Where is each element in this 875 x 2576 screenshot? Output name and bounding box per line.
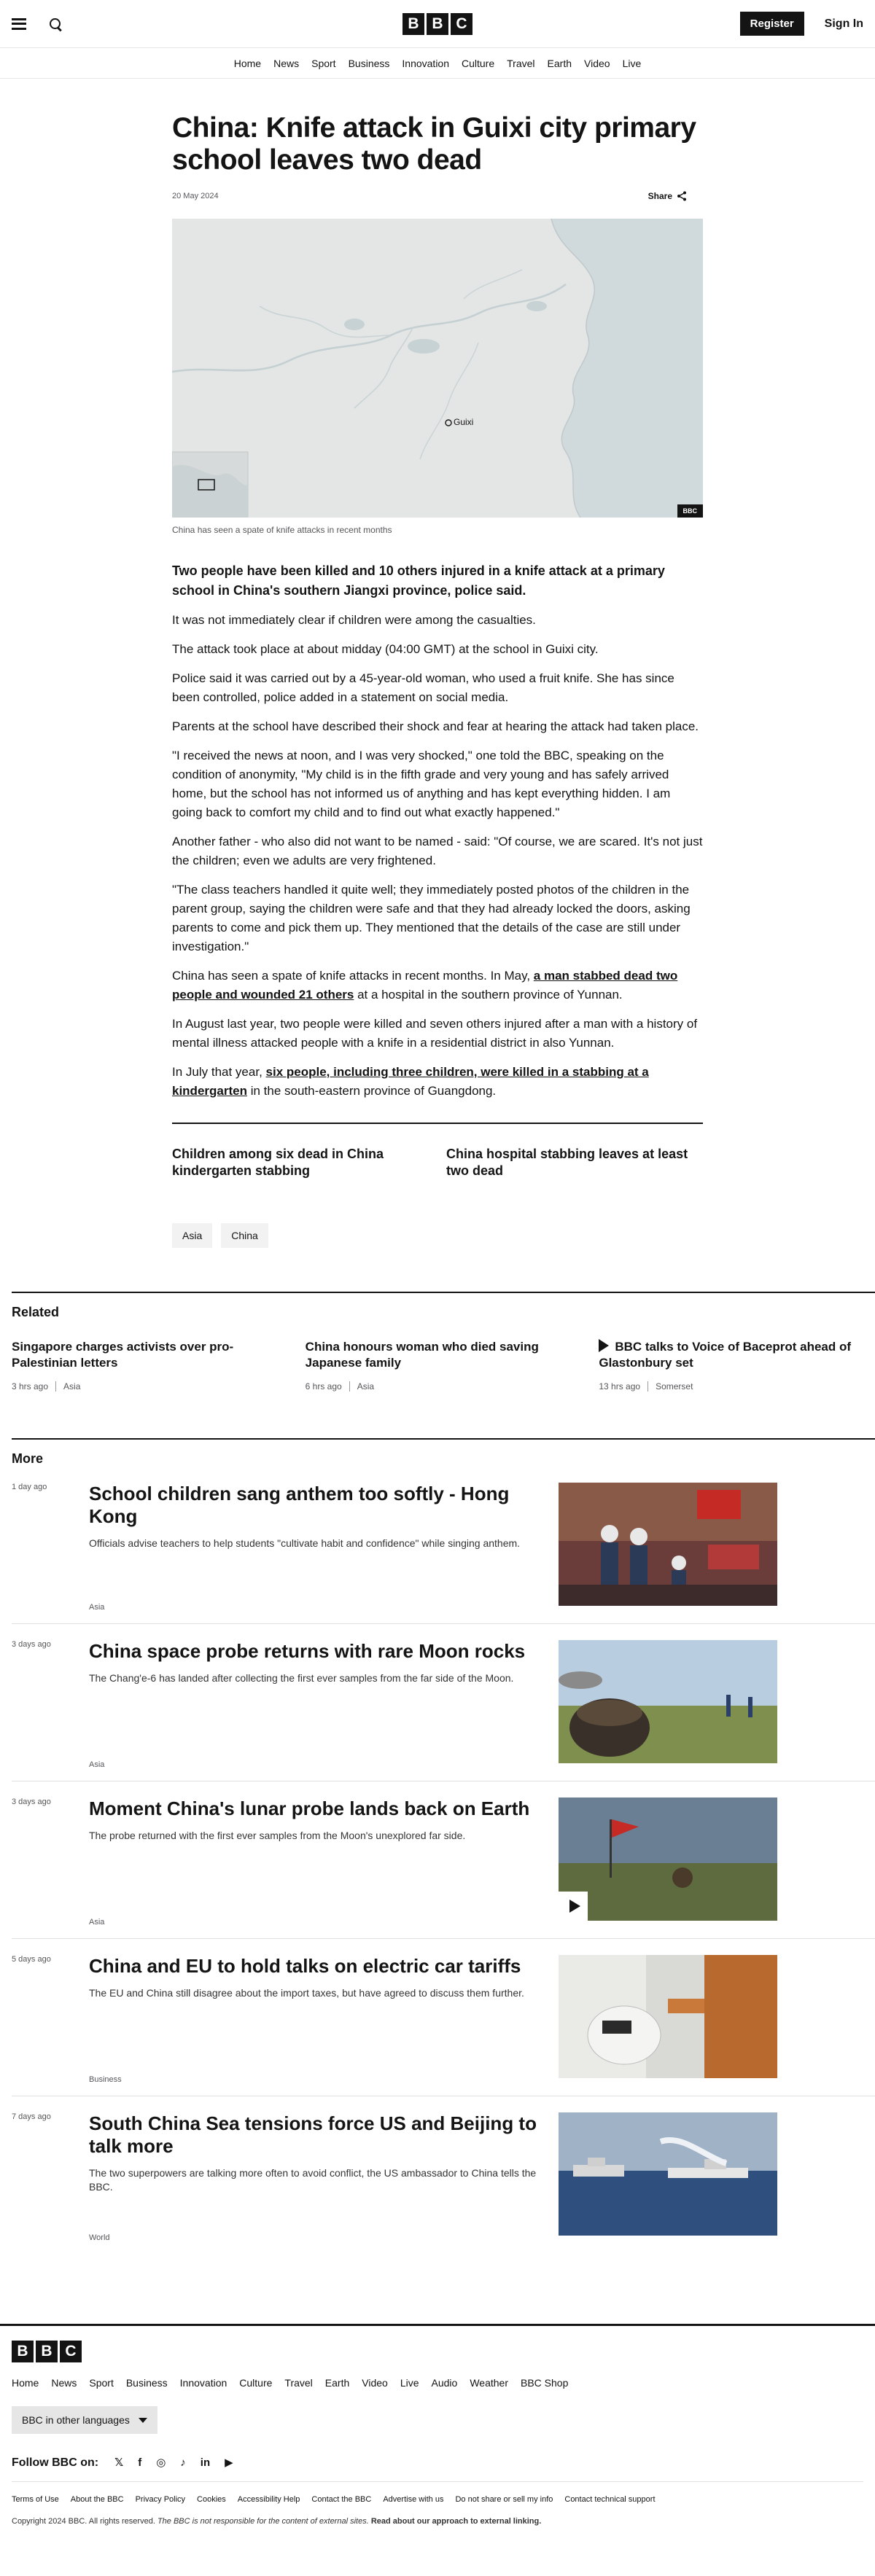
linkedin-icon[interactable]: in [200, 2456, 211, 2469]
legal-link[interactable]: Advertise with us [383, 2495, 444, 2504]
paragraph-text: China has seen a spate of knife attacks in recent months. In May, [172, 969, 534, 983]
logo-letter: B [12, 2341, 34, 2362]
share-button[interactable] [648, 191, 687, 201]
map-image [172, 219, 703, 518]
nav-item-live[interactable]: Live [622, 57, 642, 69]
thumbnail-image [559, 1955, 777, 2078]
follow-label: Follow BBC on: [12, 2456, 99, 2469]
footer [0, 2324, 875, 2526]
tiktok-icon[interactable]: ♪ [180, 2456, 186, 2469]
footer-nav-item[interactable]: Weather [470, 2377, 508, 2389]
other-languages-button[interactable] [12, 2406, 158, 2434]
article-paragraph: "I received the news at noon, and I was very shocked," one told the BBC, speaking on the condition of anonymity, "My child is in the fifth grade and very young and has safely arrived home, but the school has not informed us of anything and has kept everything hidden. I am going back to comfort my child and to find out what exactly happened." [172, 749, 671, 819]
more-tag: Asia [89, 1760, 105, 1769]
article-paragraph: The attack took place at about midday (04:00 GMT) at the school in Guixi city. [172, 642, 599, 656]
related-time: 13 hrs ago [599, 1381, 641, 1392]
more-title: School children sang anthem too softly - Hong Kong [89, 1483, 510, 1527]
more-desc: Officials advise teachers to help students "cultivate habit and confidence" while singing anthem. [89, 1537, 521, 1549]
menu-icon[interactable] [12, 18, 26, 30]
map-figure [172, 219, 703, 518]
article-lead: Two people have been killed and 10 others injured in a knife attack at a primary school in China's southern Jiangxi province, police said. [172, 563, 665, 598]
more-item[interactable] [12, 1467, 875, 1624]
nav-item-earth[interactable]: Earth [547, 57, 572, 69]
more-time: 1 day ago [12, 1483, 47, 1491]
more-item[interactable] [12, 1781, 875, 1939]
related-tag: Asia [63, 1381, 81, 1392]
nav-item-business[interactable]: Business [348, 57, 390, 69]
more-title: China and EU to hold talks on electric car tariffs [89, 1955, 521, 1977]
more-tag: Business [89, 2075, 122, 2084]
nav-item-sport[interactable]: Sport [311, 57, 336, 69]
more-desc: The EU and China still disagree about the import taxes, but have agreed to discuss them further. [89, 1987, 524, 1999]
related-time: 3 hrs ago [12, 1381, 49, 1392]
related-title: Singapore charges activists over pro-Palestinian letters [12, 1340, 234, 1370]
more-desc: The two superpowers are talking more often to avoid conflict, the US ambassador to China tells the BBC. [89, 2167, 537, 2193]
legal-link[interactable]: Do not share or sell my info [455, 2495, 553, 2504]
register-button[interactable]: Register [740, 12, 804, 36]
more-heading: More [12, 1438, 875, 1467]
logo-letter: C [60, 2341, 82, 2362]
external-linking-link[interactable]: Read about our approach to external linking. [370, 2517, 542, 2526]
article-paragraph: Another father - who also did not want to be named - said: "Of course, we are scared. It's not just the children; even we adults are very frightened. [172, 835, 703, 867]
article-date: 20 May 2024 [172, 192, 219, 200]
thumbnail-image [559, 1640, 777, 1763]
related-title: China honours woman who died saving Japanese family [305, 1340, 539, 1370]
logo-letter: B [36, 2341, 58, 2362]
more-time: 3 days ago [12, 1798, 51, 1806]
more-tag: Asia [89, 1603, 105, 1612]
legal-link[interactable]: Contact the BBC [311, 2495, 372, 2504]
share-label: Share [648, 191, 672, 201]
copyright-disclaimer: The BBC is not responsible for the content of external sites. [157, 2517, 369, 2526]
follow-row [12, 2456, 863, 2482]
related-link-hospital[interactable]: China hospital stabbing leaves at least two dead [446, 1147, 688, 1178]
play-icon [599, 1339, 609, 1352]
nav-item-news[interactable]: News [273, 57, 300, 69]
paragraph-text: In July that year, [172, 1065, 266, 1079]
more-time: 7 days ago [12, 2112, 51, 2121]
nav-item-home[interactable]: Home [233, 57, 262, 69]
more-item[interactable] [12, 1624, 875, 1781]
related-tag: Somerset [656, 1381, 693, 1392]
thumbnail-image [559, 1483, 777, 1606]
nav-item-travel[interactable]: Travel [507, 57, 535, 69]
inline-link-hospital-stabbing[interactable]: a man stabbed dead two people and wounded 21 others [172, 969, 678, 1002]
more-item[interactable] [12, 1939, 875, 2096]
footer-nav-item[interactable]: BBC Shop [521, 2377, 569, 2389]
facebook-icon[interactable]: f [138, 2456, 142, 2469]
inline-link-kindergarten-stabbing[interactable]: six people, including three children, were killed in a stabbing at a kindergarten [172, 1065, 649, 1098]
footer-nav-item[interactable]: Sport [89, 2377, 114, 2389]
logo-letter: B [427, 13, 448, 35]
signin-link[interactable]: Sign In [824, 17, 863, 30]
footer-nav-item[interactable]: Home [12, 2377, 39, 2389]
legal-link[interactable]: Accessibility Help [237, 2495, 300, 2504]
legal-links [12, 2495, 863, 2504]
article-paragraph [172, 967, 703, 1004]
more-desc: The Chang'e-6 has landed after collecting the first ever samples from the far side of the Moon. [89, 1672, 514, 1684]
play-icon[interactable] [559, 1892, 588, 1921]
more-section [12, 1438, 875, 2254]
legal-link[interactable]: About the BBC [70, 2495, 124, 2504]
legal-link[interactable]: Terms of Use [12, 2495, 59, 2504]
map-badge: BBC [677, 504, 704, 518]
footer-nav [12, 2377, 863, 2389]
more-tag: Asia [89, 1918, 105, 1927]
paragraph-text: in the south-eastern province of Guangdong. [246, 1084, 497, 1098]
article-paragraph: In August last year, two people were killed and seven others injured after a man with a history of mental illness attacked people with a knife in a residential district in also Yunnan. [172, 1017, 698, 1050]
related-card[interactable] [306, 1339, 582, 1392]
other-languages-label: BBC in other languages [22, 2414, 130, 2426]
topic-tags [172, 1223, 703, 1248]
nav-item-culture[interactable]: Culture [462, 57, 495, 69]
copyright [12, 2517, 863, 2526]
more-title: Moment China's lunar probe lands back on Earth [89, 1798, 530, 1819]
map-caption: China has seen a spate of knife attacks in recent months [172, 525, 392, 535]
footer-nav-item[interactable]: Business [125, 2377, 168, 2389]
map-city-label: Guixi [454, 417, 474, 427]
footer-nav-item[interactable]: News [51, 2377, 77, 2389]
footer-nav-item[interactable]: Earth [324, 2377, 350, 2389]
related-tag: Asia [357, 1381, 375, 1392]
paragraph-text: at a hospital in the southern province of Yunnan. [354, 988, 623, 1002]
related-link-kindergarten[interactable]: Children among six dead in China kindergarten stabbing [172, 1147, 384, 1178]
share-icon [677, 191, 687, 201]
more-time: 5 days ago [12, 1955, 51, 1964]
logo-letter: B [402, 13, 424, 35]
inline-related-links [172, 1123, 703, 1179]
footer-nav-item[interactable]: Culture [239, 2377, 273, 2389]
legal-link[interactable]: Privacy Policy [135, 2495, 186, 2504]
top-bar [0, 0, 875, 48]
footer-nav-item[interactable]: Travel [284, 2377, 313, 2389]
thumbnail-image [559, 2112, 777, 2236]
footer-nav-item[interactable]: Video [362, 2377, 388, 2389]
copyright-text: Copyright 2024 BBC. All rights reserved. [12, 2517, 155, 2526]
article-paragraph [172, 1063, 703, 1101]
more-time: 3 days ago [12, 1640, 51, 1649]
related-card[interactable] [599, 1339, 875, 1392]
footer-nav-item[interactable]: Audio [431, 2377, 458, 2389]
related-card[interactable] [12, 1339, 288, 1392]
logo-letter: C [451, 13, 472, 35]
related-heading: Related [12, 1292, 875, 1320]
youtube-icon[interactable]: ▶ [225, 2456, 233, 2469]
tag-china[interactable]: China [221, 1223, 268, 1248]
caret-down-icon [139, 2418, 147, 2423]
more-title: South China Sea tensions force US and Beijing to talk more [89, 2112, 537, 2157]
more-desc: The probe returned with the first ever samples from the Moon's unexplored far side. [89, 1830, 466, 1841]
related-title: BBC talks to Voice of Baceprot ahead of Glastonbury set [599, 1340, 852, 1370]
article [172, 112, 703, 1248]
more-item[interactable] [12, 2096, 875, 2254]
article-paragraph: Parents at the school have described their shock and fear at hearing the attack had taken place. [172, 719, 699, 733]
instagram-icon[interactable]: ◎ [156, 2456, 166, 2469]
nav-item-innovation[interactable]: Innovation [402, 57, 449, 69]
search-icon[interactable] [48, 17, 63, 31]
video-thumbnail[interactable] [559, 1798, 777, 1921]
legal-link[interactable]: Contact technical support [564, 2495, 656, 2504]
footer-nav-item[interactable]: Live [400, 2377, 419, 2389]
article-paragraph: "The class teachers handled it quite well; they immediately posted photos of the children in the parent group, saying the children were safe and that they had already locked the doors, asking parents to come and pick them up. They mentioned that the details of the case are still under investigation." [172, 883, 691, 953]
bbc-logo[interactable] [402, 13, 472, 35]
main-nav [0, 48, 875, 79]
x-icon[interactable]: 𝕏 [114, 2456, 124, 2469]
more-tag: World [89, 2233, 110, 2242]
related-time: 6 hrs ago [305, 1381, 342, 1392]
article-paragraph: It was not immediately clear if children were among the casualties. [172, 613, 536, 627]
article-paragraph: Police said it was carried out by a 45-year-old woman, who used a fruit knife. She has since been controlled, police added in a statement on social media. [172, 671, 674, 704]
nav-item-video[interactable]: Video [584, 57, 610, 69]
related-section [12, 1292, 875, 1392]
tag-asia[interactable]: Asia [172, 1223, 212, 1248]
legal-link[interactable]: Cookies [197, 2495, 226, 2504]
article-headline: China: Knife attack in Guixi city primary school leaves two dead [172, 112, 696, 176]
more-title: China space probe returns with rare Moon rocks [89, 1640, 526, 1662]
footer-bbc-logo[interactable] [12, 2341, 863, 2362]
footer-nav-item[interactable]: Innovation [179, 2377, 228, 2389]
